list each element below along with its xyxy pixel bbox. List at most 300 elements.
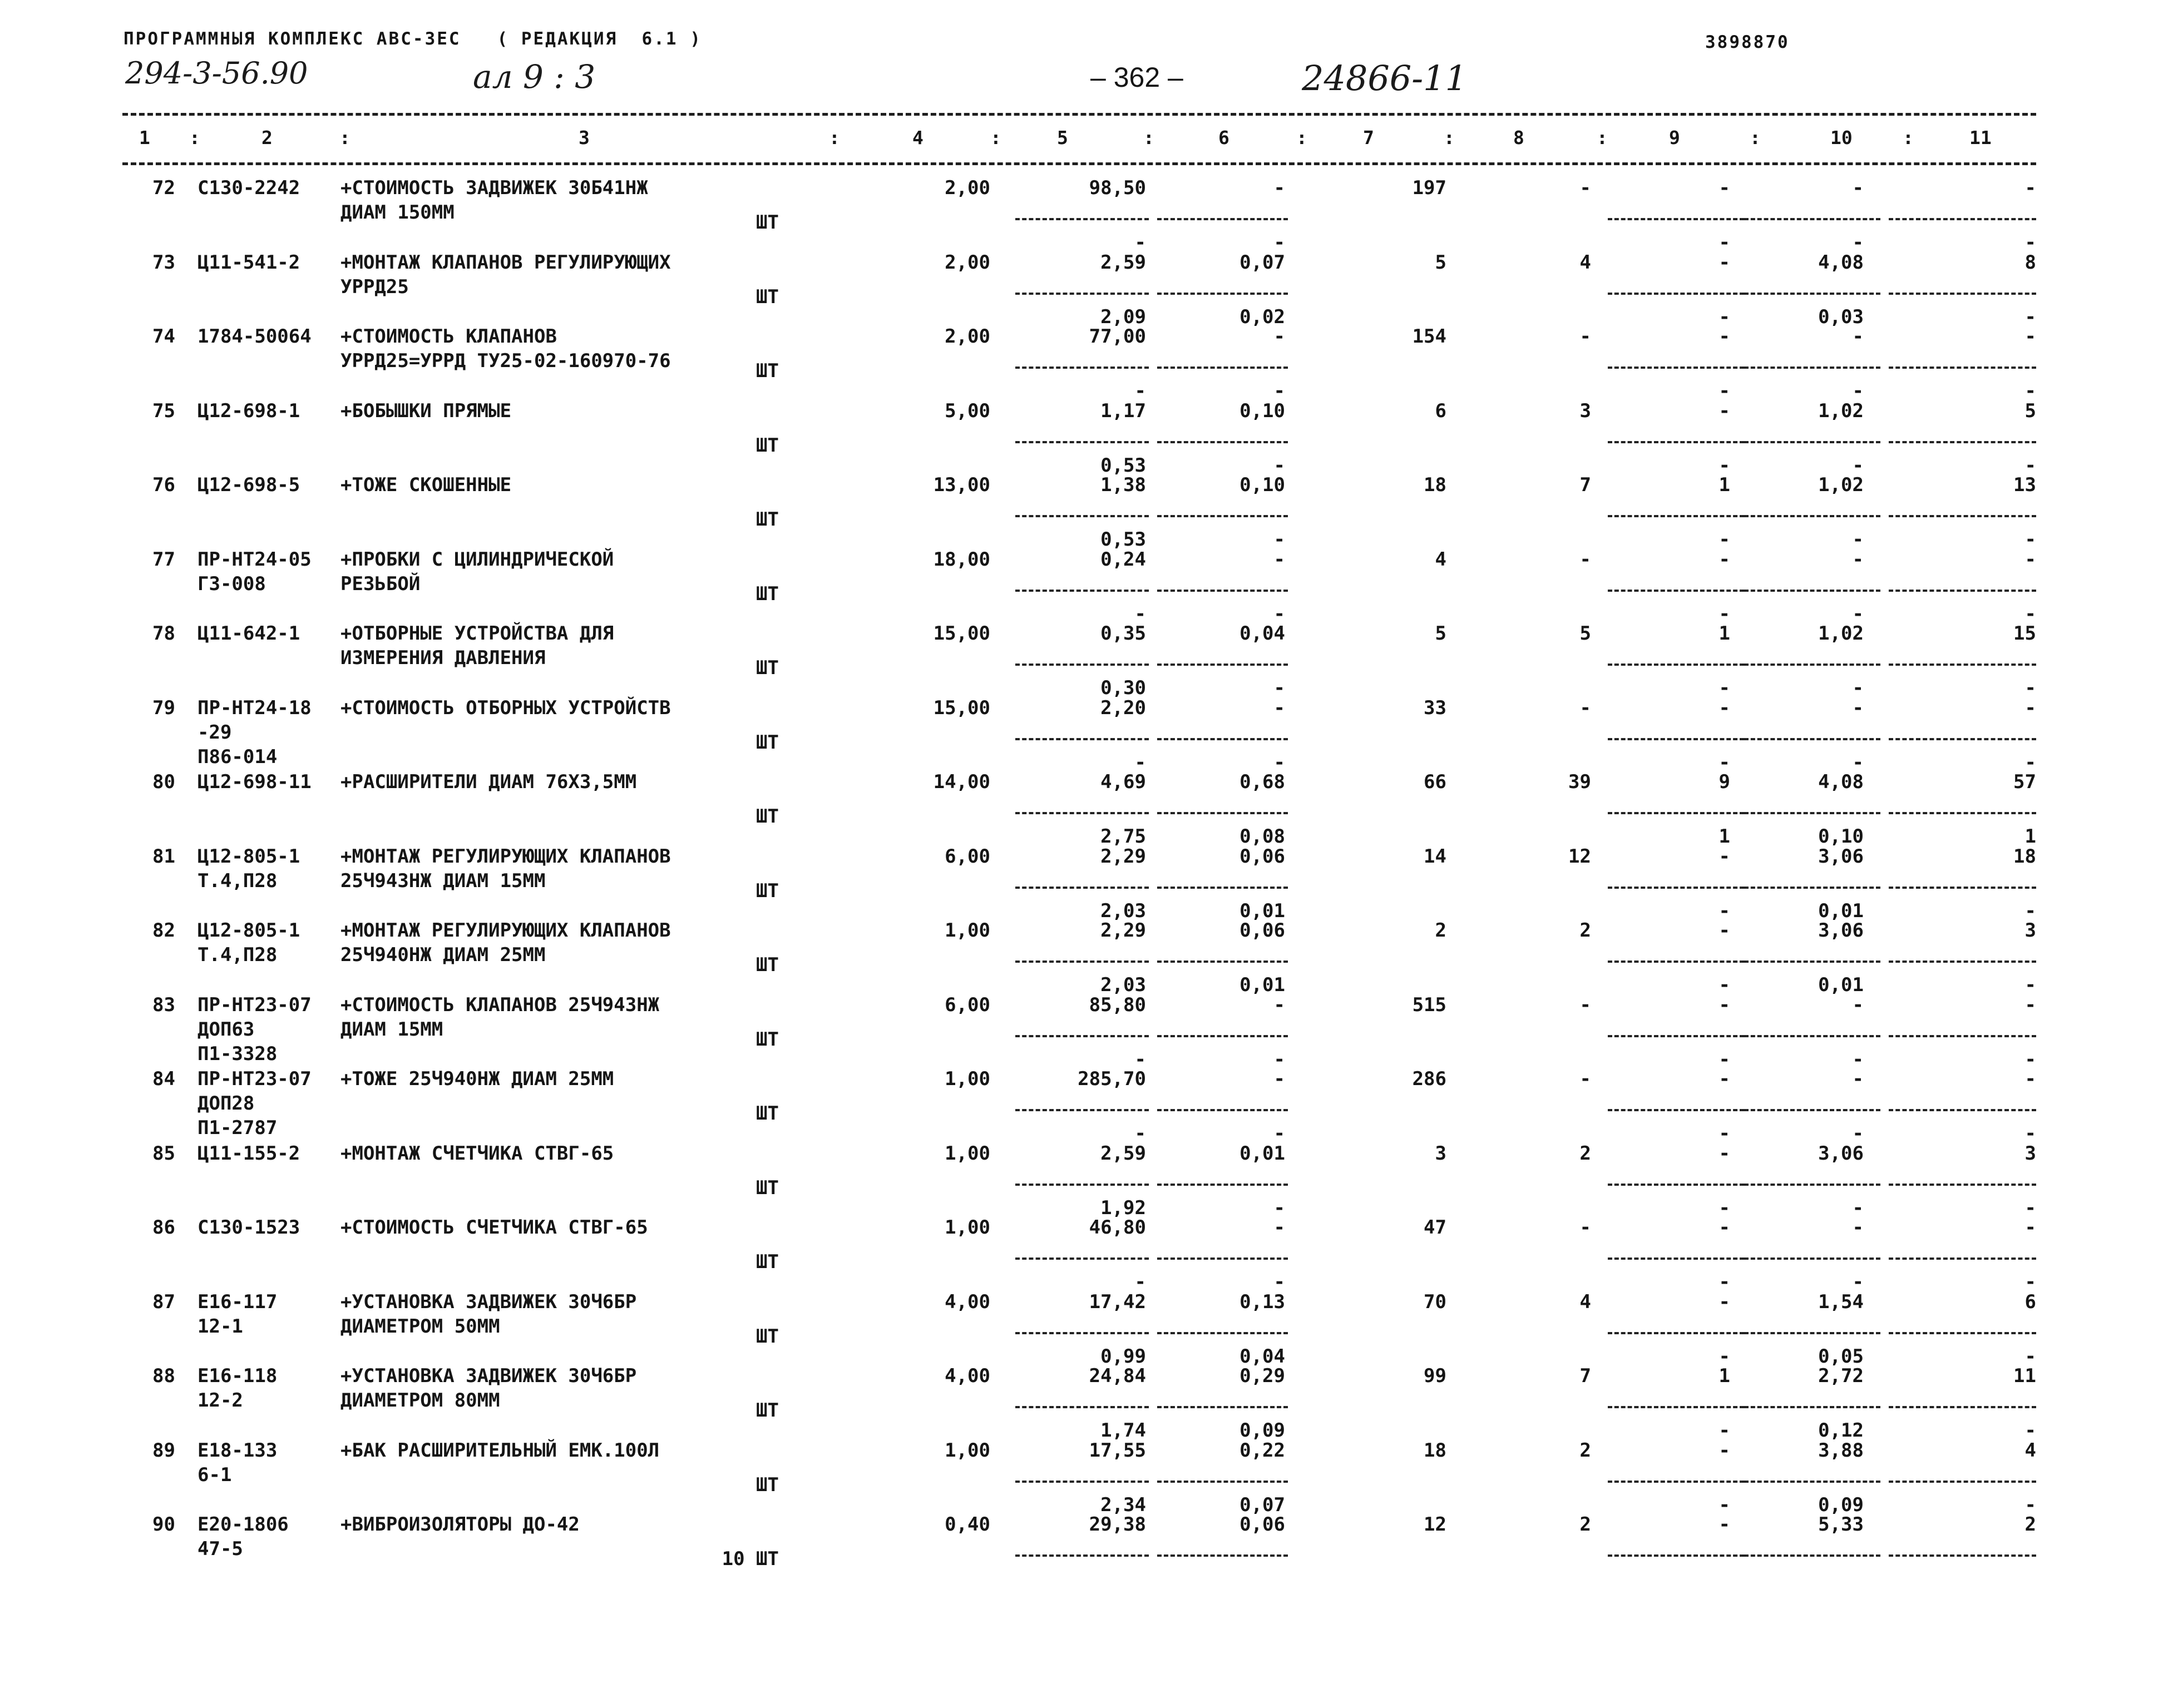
row-code: 6-1 [197, 1463, 232, 1486]
table-row [0, 1439, 2168, 1516]
handwritten-album: ал 9 : 3 [473, 58, 596, 96]
row-dash-rule [1015, 1554, 1149, 1557]
row-c11-subvalue: - [2024, 1493, 2036, 1516]
column-header-9: 9 [1669, 127, 1680, 148]
row-code: Е16-117 [197, 1290, 278, 1313]
row-c5-value: 2,59 [1100, 251, 1146, 274]
row-unit: ШТ [756, 1251, 779, 1273]
row-c11-value: - [2024, 177, 2036, 199]
row-dash-rule [1015, 367, 1149, 369]
row-c11-value: 8 [2024, 251, 2036, 274]
row-description: +ТОЖЕ СКОШЕННЫЕ [340, 474, 512, 496]
row-c9-subvalue: - [1718, 899, 1730, 922]
row-c10-value: - [1852, 1216, 1864, 1239]
row-c9-subvalue: - [1718, 751, 1730, 774]
row-c11-subvalue: - [2024, 305, 2036, 328]
column-header-6: 6 [1218, 127, 1229, 148]
row-description: 25Ч943НЖ ДИАМ 15ММ [340, 869, 546, 892]
row-dash-rule [1157, 1332, 1288, 1334]
row-dash-rule [1889, 738, 2036, 740]
row-c9-subvalue: - [1718, 602, 1730, 625]
row-dash-rule [1889, 887, 2036, 889]
row-c11-value: 2 [2024, 1513, 2036, 1536]
row-c9-subvalue: - [1718, 1122, 1730, 1145]
row-c11-subvalue: - [2024, 380, 2036, 402]
row-code: Ц12-698-11 [197, 771, 312, 793]
column-separator: : [1750, 127, 1761, 148]
row-dash-rule [1015, 1109, 1149, 1111]
row-c6-subvalue: 0,04 [1239, 1345, 1285, 1368]
row-c9-value: - [1718, 1068, 1730, 1090]
row-c11-subvalue: - [2024, 1122, 2036, 1145]
row-c10-value: - [1852, 548, 1864, 571]
row-dash-rule [1608, 441, 1744, 443]
row-c6-subvalue: 0,08 [1239, 825, 1285, 848]
row-c6-value: - [1273, 1216, 1285, 1239]
row-dash-rule [1889, 293, 2036, 295]
row-description: +МОНТАЖ РЕГУЛИРУЮЩИХ КЛАПАНОВ [340, 919, 671, 942]
row-c6-subvalue: - [1273, 1196, 1285, 1219]
column-separator: : [829, 127, 840, 148]
row-dash-rule [1744, 1554, 1880, 1557]
row-dash-rule [1608, 590, 1744, 592]
row-c7: 5 [1435, 251, 1446, 274]
row-dash-rule [1015, 1406, 1149, 1408]
row-description: ДИАМЕТРОМ 80ММ [340, 1389, 500, 1412]
row-c5-value: 4,69 [1100, 771, 1146, 793]
column-separator: : [1597, 127, 1608, 148]
row-number: 75 [152, 399, 175, 422]
row-dash-rule [1744, 1109, 1880, 1111]
row-dash-rule [1157, 515, 1288, 517]
row-c9-subvalue: - [1718, 454, 1730, 477]
row-c6-value: 0,01 [1239, 1142, 1285, 1165]
row-description: 25Ч940НЖ ДИАМ 25ММ [340, 944, 546, 966]
row-number: 86 [152, 1216, 175, 1239]
row-code: Ц11-642-1 [197, 622, 300, 645]
row-c5-value: 77,00 [1089, 325, 1146, 348]
row-dash-rule [1889, 1035, 2036, 1037]
row-c8: 2 [1579, 1513, 1591, 1536]
row-c11-value: 15 [2013, 622, 2036, 645]
row-c10-subvalue: - [1852, 1122, 1864, 1145]
column-header-5: 5 [1057, 127, 1068, 148]
row-c10-value: 1,54 [1818, 1290, 1864, 1313]
row-c9-value: - [1718, 177, 1730, 199]
row-c11-subvalue: - [2024, 751, 2036, 774]
row-c5-subvalue: - [1134, 1122, 1146, 1145]
row-c8: 7 [1579, 474, 1591, 496]
row-dash-rule [1744, 887, 1880, 889]
row-c10-value: 5,33 [1818, 1513, 1864, 1536]
row-c6-value: 0,10 [1239, 399, 1285, 422]
row-c9-subvalue: - [1718, 528, 1730, 551]
row-unit: ШТ [756, 954, 779, 976]
row-unit: ШТ [756, 434, 779, 457]
row-c7: 70 [1424, 1290, 1446, 1313]
row-unit: ШТ [756, 582, 779, 605]
column-separator: : [1444, 127, 1455, 148]
row-number: 87 [152, 1290, 175, 1313]
row-c6-value: 0,10 [1239, 474, 1285, 496]
row-dash-rule [1889, 590, 2036, 592]
row-dash-rule [1608, 1406, 1744, 1408]
row-c5-subvalue: 0,53 [1100, 454, 1146, 477]
row-c6-value: - [1273, 993, 1285, 1016]
row-dash-rule [1744, 367, 1880, 369]
row-dash-rule [1889, 441, 2036, 443]
row-c10-value: 3,88 [1818, 1439, 1864, 1462]
row-c5-value: 29,38 [1089, 1513, 1146, 1536]
row-c7: 14 [1424, 845, 1446, 868]
row-c10-subvalue: - [1852, 1196, 1864, 1219]
row-c8: 4 [1579, 1290, 1591, 1313]
table-row [0, 474, 2168, 551]
row-c10-subvalue: 0,10 [1818, 825, 1864, 848]
row-c10-subvalue: - [1852, 528, 1864, 551]
row-description: +РАСШИРИТЕЛИ ДИАМ 76Х3,5ММ [340, 771, 637, 793]
row-dash-rule [1157, 218, 1288, 220]
row-unit: ШТ [756, 1028, 779, 1051]
row-description: +СТОИМОСТЬ СЧЕТЧИКА СТВГ-65 [340, 1216, 648, 1239]
row-c8: - [1579, 177, 1591, 199]
row-number: 78 [152, 622, 175, 645]
row-dash-rule [1608, 1481, 1744, 1483]
row-description: ДИАМЕТРОМ 50ММ [340, 1315, 500, 1338]
row-c6-value: 0,29 [1239, 1365, 1285, 1387]
header-bottom-rule [122, 162, 2036, 165]
row-c11-value: - [2024, 993, 2036, 1016]
row-c9-subvalue: - [1718, 305, 1730, 328]
row-c9-subvalue: - [1718, 380, 1730, 402]
top-rule [122, 113, 2036, 116]
row-quantity: 2,00 [945, 251, 990, 274]
row-quantity: 15,00 [933, 696, 990, 719]
row-c7: 99 [1424, 1365, 1446, 1387]
row-c7: 5 [1435, 622, 1446, 645]
row-c7: 33 [1424, 696, 1446, 719]
row-c6-value: - [1273, 325, 1285, 348]
row-c8: - [1579, 325, 1591, 348]
row-dash-rule [1608, 961, 1744, 963]
column-header-7: 7 [1363, 127, 1374, 148]
row-dash-rule [1744, 515, 1880, 517]
column-separator: : [1903, 127, 1914, 148]
row-c8: - [1579, 696, 1591, 719]
row-dash-rule [1889, 1109, 2036, 1111]
row-c11-value: 57 [2013, 771, 2036, 793]
row-dash-rule [1889, 1184, 2036, 1186]
table-row [0, 251, 2168, 328]
row-quantity: 13,00 [933, 474, 990, 496]
row-c6-value: 0,04 [1239, 622, 1285, 645]
row-c5-subvalue: - [1134, 602, 1146, 625]
row-c9-subvalue: - [1718, 1345, 1730, 1368]
row-c11-subvalue: - [2024, 602, 2036, 625]
row-dash-rule [1157, 887, 1288, 889]
row-c6-value: - [1273, 548, 1285, 571]
row-dash-rule [1744, 1481, 1880, 1483]
row-c6-value: 0,07 [1239, 251, 1285, 274]
row-code: ПР-НТ24-05 [197, 548, 312, 571]
row-dash-rule [1889, 1332, 2036, 1334]
row-c7: 4 [1435, 548, 1446, 571]
row-c10-value: 4,08 [1818, 251, 1864, 274]
row-dash-rule [1889, 1481, 2036, 1483]
column-separator: : [189, 127, 200, 148]
row-c11-value: 3 [2024, 919, 2036, 942]
row-number: 80 [152, 771, 175, 793]
row-c9-subvalue: 1 [1718, 825, 1730, 848]
row-c6-subvalue: 0,01 [1239, 899, 1285, 922]
row-c7: 515 [1412, 993, 1446, 1016]
row-number: 83 [152, 993, 175, 1016]
row-dash-rule [1744, 961, 1880, 963]
table-row [0, 1142, 2168, 1219]
row-c11-value: - [2024, 696, 2036, 719]
row-description: +СТОИМОСТЬ КЛАПАНОВ [340, 325, 557, 348]
row-quantity: 18,00 [933, 548, 990, 571]
row-c5-value: 17,55 [1089, 1439, 1146, 1462]
row-code: Ц11-155-2 [197, 1142, 300, 1165]
row-c6-subvalue: - [1273, 528, 1285, 551]
program-title: ПРОГРАММНЫЯ КОМПЛЕКС АВС-ЗЕС ( РЕДАКЦИЯ 6.1 ) [124, 29, 702, 49]
row-c6-subvalue: - [1273, 1048, 1285, 1071]
row-c9-subvalue: - [1718, 1271, 1730, 1293]
row-c10-value: 4,08 [1818, 771, 1864, 793]
row-unit: ШТ [756, 1102, 779, 1125]
table-row [0, 771, 2168, 848]
row-number: 90 [152, 1513, 175, 1536]
row-c11-subvalue: - [2024, 528, 2036, 551]
row-c7: 47 [1424, 1216, 1446, 1239]
row-description: +МОНТАЖ СЧЕТЧИКА СТВГ-65 [340, 1142, 614, 1165]
row-dash-rule [1608, 812, 1744, 814]
row-unit: ШТ [756, 1399, 779, 1422]
row-number: 88 [152, 1365, 175, 1387]
row-description: ИЗМЕРЕНИЯ ДАВЛЕНИЯ [340, 647, 546, 669]
row-dash-rule [1608, 1184, 1744, 1186]
row-quantity: 14,00 [933, 771, 990, 793]
row-quantity: 1,00 [945, 919, 990, 942]
row-c5-subvalue: 1,74 [1100, 1419, 1146, 1442]
row-c8: 3 [1579, 399, 1591, 422]
row-c9-value: - [1718, 548, 1730, 571]
row-c10-subvalue: 0,09 [1818, 1493, 1864, 1516]
row-c8: 12 [1568, 845, 1591, 868]
row-c5-value: 2,20 [1100, 696, 1146, 719]
row-c11-value: - [2024, 325, 2036, 348]
row-c9-value: - [1718, 251, 1730, 274]
page-number: – 362 – [1090, 62, 1183, 93]
row-c11-subvalue: - [2024, 1419, 2036, 1442]
row-dash-rule [1157, 961, 1288, 963]
row-description: УРРД25 [340, 275, 409, 298]
row-code: 47-5 [197, 1538, 243, 1560]
row-code: С130-2242 [197, 177, 300, 199]
row-c10-subvalue: - [1852, 1271, 1864, 1293]
row-c5-value: 2,29 [1100, 919, 1146, 942]
row-c9-value: - [1718, 325, 1730, 348]
row-code: ДОП63 [197, 1018, 255, 1041]
row-c10-subvalue: - [1852, 677, 1864, 699]
row-c11-value: 4 [2024, 1439, 2036, 1462]
row-quantity: 6,00 [945, 993, 990, 1016]
row-number: 73 [152, 251, 175, 274]
handwritten-inventory-number: 24866-11 [1302, 58, 1468, 98]
row-c11-value: 11 [2013, 1365, 2036, 1387]
row-c10-value: 1,02 [1818, 622, 1864, 645]
row-code: Т.4,П28 [197, 869, 278, 892]
row-unit: 10 ШТ [722, 1548, 779, 1570]
row-c11-value: - [2024, 548, 2036, 571]
row-c10-value: 1,02 [1818, 474, 1864, 496]
table-row [0, 845, 2168, 922]
row-code: ПР-НТ23-07 [197, 1068, 312, 1090]
row-description: +МОНТАЖ РЕГУЛИРУЮЩИХ КЛАПАНОВ [340, 845, 671, 868]
row-c5-subvalue: 0,99 [1100, 1345, 1146, 1368]
row-c6-subvalue: 0,01 [1239, 974, 1285, 996]
row-c6-subvalue: 0,02 [1239, 305, 1285, 328]
row-code: Е18-133 [197, 1439, 278, 1462]
row-c6-value: 0,68 [1239, 771, 1285, 793]
row-description: +УСТАНОВКА ЗАДВИЖЕК 30Ч6БР [340, 1365, 637, 1387]
table-row [0, 177, 2168, 254]
row-description: +ОТБОРНЫЕ УСТРОЙСТВА ДЛЯ [340, 622, 614, 645]
row-c11-subvalue: - [2024, 899, 2036, 922]
column-header-3: 3 [579, 127, 590, 148]
row-c5-subvalue: - [1134, 1271, 1146, 1293]
row-c6-subvalue: - [1273, 231, 1285, 254]
table-row [0, 1290, 2168, 1368]
row-c9-subvalue: - [1718, 1196, 1730, 1219]
row-c10-value: 3,06 [1818, 845, 1864, 868]
row-dash-rule [1744, 1184, 1880, 1186]
row-description: +БАК РАСШИРИТЕЛЬНЫЙ ЕМК.100Л [340, 1439, 660, 1462]
row-c5-subvalue: 2,75 [1100, 825, 1146, 848]
row-dash-rule [1744, 218, 1880, 220]
row-code: Е20-1806 [197, 1513, 289, 1536]
row-quantity: 2,00 [945, 177, 990, 199]
row-c9-value: - [1718, 399, 1730, 422]
row-unit: ШТ [756, 731, 779, 754]
row-dash-rule [1889, 961, 2036, 963]
row-c10-value: - [1852, 177, 1864, 199]
row-c8: - [1579, 548, 1591, 571]
row-dash-rule [1015, 293, 1149, 295]
row-c5-subvalue: 2,09 [1100, 305, 1146, 328]
row-c8: 2 [1579, 1439, 1591, 1462]
row-c9-value: - [1718, 1513, 1730, 1536]
row-c6-value: 0,06 [1239, 919, 1285, 942]
row-c8: - [1579, 1068, 1591, 1090]
row-dash-rule [1157, 1554, 1288, 1557]
row-c5-value: 0,35 [1100, 622, 1146, 645]
row-c8: - [1579, 1216, 1591, 1239]
row-c5-value: 1,38 [1100, 474, 1146, 496]
row-dash-rule [1157, 590, 1288, 592]
row-quantity: 1,00 [945, 1142, 990, 1165]
row-c7: 12 [1424, 1513, 1446, 1536]
row-c5-value: 2,59 [1100, 1142, 1146, 1165]
row-c9-subvalue: - [1718, 1048, 1730, 1071]
table-row [0, 1513, 2168, 1587]
table-row [0, 399, 2168, 477]
row-description: +СТОИМОСТЬ ЗАДВИЖЕК 30Б41НЖ [340, 177, 648, 199]
row-c11-subvalue: - [2024, 974, 2036, 996]
row-dash-rule [1015, 1184, 1149, 1186]
row-number: 74 [152, 325, 175, 348]
row-c10-value: 3,06 [1818, 919, 1864, 942]
row-dash-rule [1015, 1481, 1149, 1483]
row-dash-rule [1015, 515, 1149, 517]
row-c6-value: 0,06 [1239, 1513, 1285, 1536]
row-c11-value: - [2024, 1216, 2036, 1239]
row-dash-rule [1608, 218, 1744, 220]
handwritten-project-number: 294-3-56.90 [125, 56, 308, 91]
row-unit: ШТ [756, 508, 779, 531]
row-dash-rule [1608, 367, 1744, 369]
row-c7: 6 [1435, 399, 1446, 422]
row-dash-rule [1015, 812, 1149, 814]
row-c6-subvalue: - [1273, 1122, 1285, 1145]
row-c9-value: - [1718, 696, 1730, 719]
row-c9-value: - [1718, 1439, 1730, 1462]
row-c6-subvalue: - [1273, 602, 1285, 625]
row-c5-subvalue: 2,03 [1100, 974, 1146, 996]
row-dash-rule [1157, 1258, 1288, 1260]
table-row [0, 993, 2168, 1071]
row-dash-rule [1744, 441, 1880, 443]
row-dash-rule [1608, 1332, 1744, 1334]
row-dash-rule [1889, 515, 2036, 517]
row-quantity: 1,00 [945, 1439, 990, 1462]
row-c6-value: 0,13 [1239, 1290, 1285, 1313]
row-dash-rule [1889, 812, 2036, 814]
row-number: 76 [152, 474, 175, 496]
row-code: ПР-НТ24-18 [197, 696, 312, 719]
row-quantity: 0,40 [945, 1513, 990, 1536]
row-c11-subvalue: - [2024, 231, 2036, 254]
row-c11-value: 13 [2013, 474, 2036, 496]
row-c6-value: - [1273, 1068, 1285, 1090]
row-unit: ШТ [756, 879, 779, 902]
column-header-8: 8 [1513, 127, 1524, 148]
row-dash-rule [1744, 738, 1880, 740]
row-description: +ТОЖЕ 25Ч940НЖ ДИАМ 25ММ [340, 1068, 614, 1090]
row-code: П86-014 [197, 745, 278, 768]
row-c11-value: - [2024, 1068, 2036, 1090]
row-description: +УСТАНОВКА ЗАДВИЖЕК 30Ч6БР [340, 1290, 637, 1313]
row-c11-subvalue: - [2024, 1345, 2036, 1368]
row-c11-subvalue: - [2024, 1271, 2036, 1293]
row-unit: ШТ [756, 211, 779, 234]
row-dash-rule [1608, 664, 1744, 666]
row-dash-rule [1889, 1554, 2036, 1557]
row-unit: ШТ [756, 1473, 779, 1496]
row-code: ПР-НТ23-07 [197, 993, 312, 1016]
row-c6-subvalue: - [1273, 677, 1285, 699]
row-dash-rule [1157, 664, 1288, 666]
row-c8: 7 [1579, 1365, 1591, 1387]
row-c8: 2 [1579, 1142, 1591, 1165]
row-quantity: 4,00 [945, 1290, 990, 1313]
row-dash-rule [1015, 1332, 1149, 1334]
row-code: 1784-50064 [197, 325, 312, 348]
row-quantity: 1,00 [945, 1216, 990, 1239]
row-number: 81 [152, 845, 175, 868]
table-row [0, 548, 2168, 625]
